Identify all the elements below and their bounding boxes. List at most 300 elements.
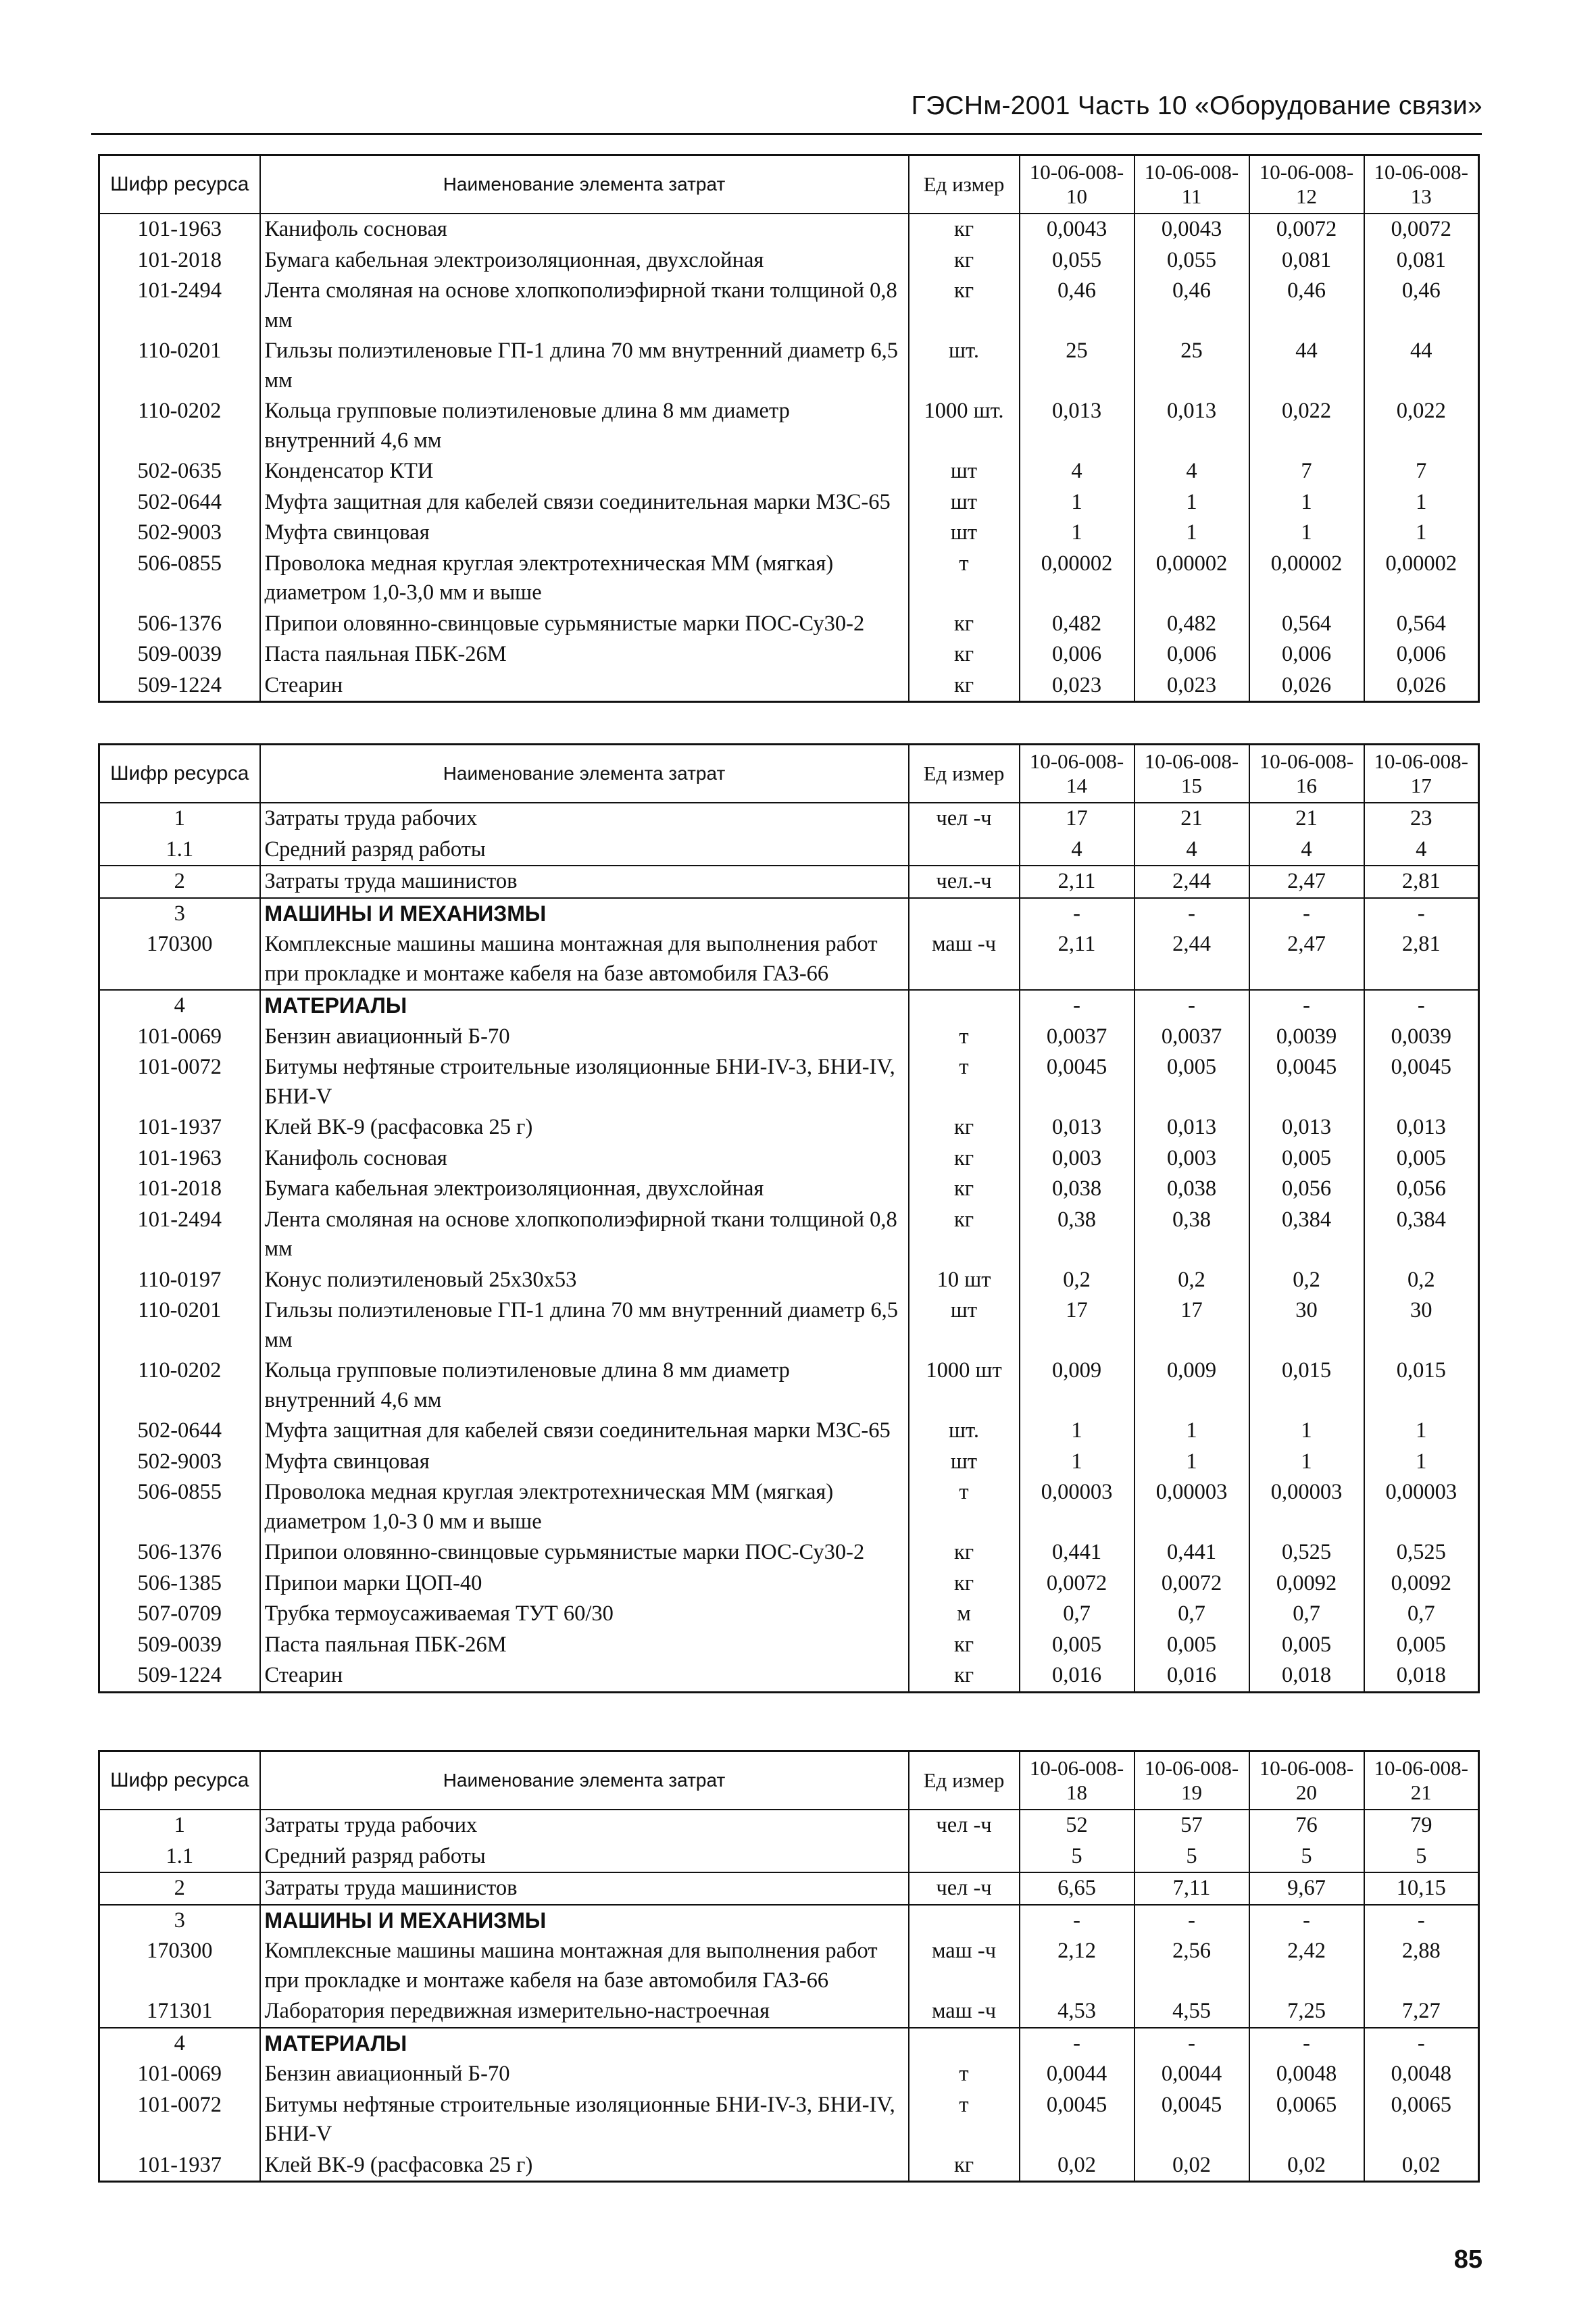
- resource-code: 502-0644: [99, 1416, 260, 1447]
- resource-code: 101-0072: [99, 2090, 260, 2150]
- table-row: [99, 1295, 1479, 1355]
- resource-name: Стеарин: [260, 1660, 909, 1692]
- resource-value: 0,02: [1134, 2150, 1249, 2182]
- table-row: [99, 1810, 1479, 1841]
- resource-name: Клей ВК-9 (расфасовка 25 г): [260, 1112, 909, 1143]
- resource-name: Конус полиэтиленовый 25х30х53: [260, 1265, 909, 1296]
- header-unit: Ед измер: [909, 155, 1020, 214]
- resource-value: 21: [1249, 803, 1364, 835]
- resource-value: 5: [1364, 1841, 1479, 1873]
- resource-value: 0,016: [1134, 1660, 1249, 1692]
- header-code: Шифр ресурса: [99, 1751, 260, 1810]
- resource-value: 2,44: [1134, 866, 1249, 898]
- resource-value: 0,525: [1249, 1537, 1364, 1568]
- resource-value: 1: [1134, 1416, 1249, 1447]
- resource-value: 0,0048: [1364, 2059, 1479, 2090]
- resource-value: -: [1249, 1905, 1364, 1937]
- resource-value: 0,005: [1249, 1630, 1364, 1661]
- resource-unit: [909, 990, 1020, 1022]
- resource-unit: шт: [909, 518, 1020, 549]
- resource-unit: чел -ч: [909, 1810, 1020, 1841]
- table-row: [99, 1174, 1479, 1205]
- resource-value: 0,038: [1134, 1174, 1249, 1205]
- resource-value: 0,013: [1364, 1112, 1479, 1143]
- resource-code: 506-1385: [99, 1568, 260, 1599]
- resource-value: 0,005: [1134, 1630, 1249, 1661]
- resource-value: 0,00003: [1020, 1477, 1134, 1537]
- resource-unit: [909, 898, 1020, 930]
- resource-value: 0,026: [1364, 670, 1479, 702]
- resource-code: 170300: [99, 1936, 260, 1996]
- resource-name: Средний разряд работы: [260, 1841, 909, 1873]
- resource-code: 502-9003: [99, 1447, 260, 1478]
- header-norm-code: 10-06-008-10: [1020, 155, 1134, 214]
- resource-value: 52: [1020, 1810, 1134, 1841]
- resource-value: 0,013: [1134, 1112, 1249, 1143]
- resource-value: 0,081: [1364, 245, 1479, 276]
- resource-value: 17: [1134, 1295, 1249, 1355]
- resource-value: 0,0043: [1020, 214, 1134, 245]
- resource-value: -: [1249, 898, 1364, 930]
- resource-value: 7: [1249, 456, 1364, 487]
- resource-value: 4: [1134, 456, 1249, 487]
- resource-name: Муфта свинцовая: [260, 518, 909, 549]
- resource-value: 0,02: [1249, 2150, 1364, 2182]
- resource-value: 1: [1134, 1447, 1249, 1478]
- resource-unit: т: [909, 1022, 1020, 1053]
- header-name: Наименование элемента затрат: [260, 745, 909, 803]
- resource-name: Бумага кабельная электроизоляционная, двухслойная: [260, 245, 909, 276]
- resource-value: 0,00002: [1134, 549, 1249, 609]
- resource-value: 5: [1134, 1841, 1249, 1873]
- resource-unit: т: [909, 1052, 1020, 1112]
- table-row: [99, 1022, 1479, 1053]
- resource-value: 0,384: [1364, 1205, 1479, 1265]
- resource-name: Лаборатория передвижная измерительно-настроечная: [260, 1996, 909, 2028]
- resource-value: 0,2: [1020, 1265, 1134, 1296]
- resource-value: 0,00002: [1020, 549, 1134, 609]
- resource-value: 2,12: [1020, 1936, 1134, 1996]
- resource-value: 1: [1249, 1447, 1364, 1478]
- resource-value: 0,02: [1020, 2150, 1134, 2182]
- resource-code: 110-0202: [99, 1355, 260, 1416]
- resource-unit: м: [909, 1599, 1020, 1630]
- resource-value: -: [1364, 2028, 1479, 2060]
- resource-value: 0,055: [1134, 245, 1249, 276]
- resource-value: 4,53: [1020, 1996, 1134, 2028]
- resource-code: 110-0201: [99, 1295, 260, 1355]
- table-row: [99, 609, 1479, 640]
- resource-value: 4,55: [1134, 1996, 1249, 2028]
- table-row: [99, 2090, 1479, 2150]
- resource-value: 0,0043: [1134, 214, 1249, 245]
- resource-unit: кг: [909, 1205, 1020, 1265]
- resource-value: 0,0045: [1364, 1052, 1479, 1112]
- resource-unit: кг: [909, 276, 1020, 336]
- resource-value: 0,2: [1364, 1265, 1479, 1296]
- resource-name: Стеарин: [260, 670, 909, 702]
- resource-code: 101-0069: [99, 1022, 260, 1053]
- table-row: [99, 1936, 1479, 1996]
- resource-unit: т: [909, 2090, 1020, 2150]
- resource-value: 1: [1134, 487, 1249, 518]
- resource-name: Припои оловянно-свинцовые сурьмянистые марки ПОС-Су30-2: [260, 1537, 909, 1568]
- resource-value: 0,015: [1249, 1355, 1364, 1416]
- resource-code: 101-2018: [99, 1174, 260, 1205]
- resource-value: 0,38: [1134, 1205, 1249, 1265]
- resource-value: 17: [1020, 1295, 1134, 1355]
- resource-value: 0,018: [1364, 1660, 1479, 1692]
- resource-value: 0,0072: [1364, 214, 1479, 245]
- resource-value: 2,11: [1020, 866, 1134, 898]
- resource-code: 509-0039: [99, 1630, 260, 1661]
- resource-unit: кг: [909, 245, 1020, 276]
- table-row: [99, 866, 1479, 898]
- resource-value: 0,38: [1020, 1205, 1134, 1265]
- table-row: [99, 670, 1479, 702]
- page-number: 85: [1453, 2245, 1482, 2274]
- resource-name: Паста паяльная ПБК-26М: [260, 639, 909, 670]
- resource-value: 0,00002: [1364, 549, 1479, 609]
- header-code: Шифр ресурса: [99, 155, 260, 214]
- resource-value: 0,003: [1134, 1143, 1249, 1174]
- table-row: [99, 2150, 1479, 2182]
- table-row: [99, 803, 1479, 835]
- resource-code: 101-1937: [99, 1112, 260, 1143]
- resource-value: 0,0045: [1020, 2090, 1134, 2150]
- resource-name: Кольца групповые полиэтиленовые длина 8 мм диаметр внутренний 4,6 мм: [260, 396, 909, 456]
- header-name: Наименование элемента затрат: [260, 1751, 909, 1810]
- resource-value: 0,006: [1249, 639, 1364, 670]
- resource-code: 101-2494: [99, 276, 260, 336]
- resource-value: 10,15: [1364, 1872, 1479, 1905]
- resource-code: 1: [99, 803, 260, 835]
- resource-code: 4: [99, 2028, 260, 2060]
- resource-value: 0,0039: [1364, 1022, 1479, 1053]
- table-row: [99, 1599, 1479, 1630]
- resource-value: -: [1364, 1905, 1479, 1937]
- table-row: [99, 396, 1479, 456]
- resource-code: 101-1963: [99, 1143, 260, 1174]
- resource-name: Припои марки ЦОП-40: [260, 1568, 909, 1599]
- resource-value: 0,564: [1249, 609, 1364, 640]
- resource-value: 7,11: [1134, 1872, 1249, 1905]
- resource-value: 0,018: [1249, 1660, 1364, 1692]
- resource-code: 506-0855: [99, 549, 260, 609]
- resource-unit: 1000 шт.: [909, 396, 1020, 456]
- resource-value: 0,7: [1364, 1599, 1479, 1630]
- resource-value: 0,022: [1249, 396, 1364, 456]
- resource-value: 0,441: [1020, 1537, 1134, 1568]
- table-row: [99, 1537, 1479, 1568]
- resource-value: 0,0092: [1364, 1568, 1479, 1599]
- resource-unit: кг: [909, 2150, 1020, 2182]
- resource-name: Затраты труда рабочих: [260, 803, 909, 835]
- resource-name: Проволока медная круглая электротехническая ММ (мягкая) диаметром 1,0-3,0 мм и выше: [260, 549, 909, 609]
- table-row: [99, 929, 1479, 990]
- resource-value: 23: [1364, 803, 1479, 835]
- resource-value: 0,0045: [1249, 1052, 1364, 1112]
- resource-unit: шт: [909, 487, 1020, 518]
- resource-code: 101-2018: [99, 245, 260, 276]
- resource-value: 0,7: [1020, 1599, 1134, 1630]
- resource-unit: кг: [909, 639, 1020, 670]
- resource-value: 0,0065: [1364, 2090, 1479, 2150]
- table-row: [99, 1660, 1479, 1692]
- resource-value: 0,013: [1020, 396, 1134, 456]
- resource-code: 506-1376: [99, 1537, 260, 1568]
- resource-value: 0,7: [1134, 1599, 1249, 1630]
- resource-value: 1: [1249, 1416, 1364, 1447]
- table-row: [99, 336, 1479, 396]
- resource-unit: кг: [909, 1630, 1020, 1661]
- resource-value: 21: [1134, 803, 1249, 835]
- resource-name: Трубка термоусаживаемая ТУТ 60/30: [260, 1599, 909, 1630]
- table-row: [99, 835, 1479, 866]
- resource-value: 0,003: [1020, 1143, 1134, 1174]
- resource-value: 0,005: [1249, 1143, 1364, 1174]
- resource-name: Лента смоляная на основе хлопкополиэфирной ткани толщиной 0,8 мм: [260, 276, 909, 336]
- resource-unit: маш -ч: [909, 1996, 1020, 2028]
- resource-name: Бумага кабельная электроизоляционная, двухслойная: [260, 1174, 909, 1205]
- header-norm-code: 10-06-008-21: [1364, 1751, 1479, 1810]
- resource-unit: чел -ч: [909, 803, 1020, 835]
- resource-value: 1: [1249, 518, 1364, 549]
- header-unit: Ед измер: [909, 1751, 1020, 1810]
- resource-unit: маш -ч: [909, 1936, 1020, 1996]
- resource-value: 0,2: [1134, 1265, 1249, 1296]
- section-row: [99, 2028, 1479, 2060]
- resource-unit: кг: [909, 1112, 1020, 1143]
- header-norm-code: 10-06-008-11: [1134, 155, 1249, 214]
- resource-name: Клей ВК-9 (расфасовка 25 г): [260, 2150, 909, 2182]
- resource-value: 1: [1020, 487, 1134, 518]
- resource-unit: [909, 1905, 1020, 1937]
- table-row: [99, 1355, 1479, 1416]
- table-row: [99, 245, 1479, 276]
- resource-code: 1.1: [99, 1841, 260, 1873]
- resource-value: 0,0072: [1134, 1568, 1249, 1599]
- resource-value: 0,005: [1364, 1143, 1479, 1174]
- resource-name: Муфта свинцовая: [260, 1447, 909, 1478]
- resource-value: 5: [1249, 1841, 1364, 1873]
- resource-value: -: [1249, 2028, 1364, 2060]
- table-row: [99, 214, 1479, 245]
- header-name: Наименование элемента затрат: [260, 155, 909, 214]
- table-row: [99, 1205, 1479, 1265]
- resource-value: -: [1364, 990, 1479, 1022]
- resource-unit: кг: [909, 609, 1020, 640]
- resource-value: 0,0044: [1134, 2059, 1249, 2090]
- resource-name: Комплексные машины машина монтажная для выполнения работ при прокладке и монтаже кабеля на базе автомобиля ГАЗ-66: [260, 1936, 909, 1996]
- resource-name: Проволока медная круглая электротехническая ММ (мягкая) диаметром 1,0-3 0 мм и выше: [260, 1477, 909, 1537]
- resource-name: Бензин авиационный Б-70: [260, 2059, 909, 2090]
- resource-value: 0,009: [1134, 1355, 1249, 1416]
- resource-name: Гильзы полиэтиленовые ГП-1 длина 70 мм внутренний диаметр 6,5 мм: [260, 1295, 909, 1355]
- header-divider: [91, 133, 1482, 135]
- resource-value: -: [1020, 898, 1134, 930]
- resource-name: Муфта защитная для кабелей связи соединительная марки МЗС-65: [260, 487, 909, 518]
- resource-name: МАШИНЫ И МЕХАНИЗМЫ: [260, 1905, 909, 1937]
- table-row: [99, 549, 1479, 609]
- resource-value: 7,27: [1364, 1996, 1479, 2028]
- resource-unit: кг: [909, 1568, 1020, 1599]
- resource-name: Затраты труда машинистов: [260, 1872, 909, 1905]
- resource-name: МАШИНЫ И МЕХАНИЗМЫ: [260, 898, 909, 930]
- resource-value: 0,02: [1364, 2150, 1479, 2182]
- resource-unit: шт: [909, 1447, 1020, 1478]
- resource-code: 110-0197: [99, 1265, 260, 1296]
- resource-value: 0,0092: [1249, 1568, 1364, 1599]
- table-row: [99, 1477, 1479, 1537]
- resource-value: 0,7: [1249, 1599, 1364, 1630]
- resource-value: 0,00003: [1364, 1477, 1479, 1537]
- resource-value: 25: [1134, 336, 1249, 396]
- resource-value: 1: [1020, 1416, 1134, 1447]
- resource-value: 0,055: [1020, 245, 1134, 276]
- resource-code: 1.1: [99, 835, 260, 866]
- header-norm-code: 10-06-008-17: [1364, 745, 1479, 803]
- resource-unit: т: [909, 549, 1020, 609]
- table-row: [99, 456, 1479, 487]
- resource-name: Комплексные машины машина монтажная для выполнения работ при прокладке и монтаже кабеля на базе автомобиля ГАЗ-66: [260, 929, 909, 990]
- resource-code: 110-0202: [99, 396, 260, 456]
- resource-value: 0,023: [1134, 670, 1249, 702]
- resource-value: 0,013: [1249, 1112, 1364, 1143]
- resource-value: 7,25: [1249, 1996, 1364, 2028]
- resource-value: 0,038: [1020, 1174, 1134, 1205]
- header-norm-code: 10-06-008-20: [1249, 1751, 1364, 1810]
- resource-value: 5: [1020, 1841, 1134, 1873]
- resource-unit: [909, 835, 1020, 866]
- resource-table-3: [98, 1750, 1480, 2183]
- resource-value: 0,0065: [1249, 2090, 1364, 2150]
- resource-value: 57: [1134, 1810, 1249, 1841]
- resource-unit: чел -ч: [909, 1872, 1020, 1905]
- resource-code: 509-1224: [99, 1660, 260, 1692]
- resource-name: Затраты труда машинистов: [260, 866, 909, 898]
- table-row: [99, 1112, 1479, 1143]
- resource-unit: шт.: [909, 1416, 1020, 1447]
- resource-name: Затраты труда рабочих: [260, 1810, 909, 1841]
- resource-value: 0,0045: [1134, 2090, 1249, 2150]
- resource-value: 0,46: [1020, 276, 1134, 336]
- resource-code: 171301: [99, 1996, 260, 2028]
- resource-value: 0,00003: [1134, 1477, 1249, 1537]
- resource-value: 6,65: [1020, 1872, 1134, 1905]
- resource-value: 0,056: [1249, 1174, 1364, 1205]
- resource-value: 30: [1364, 1295, 1479, 1355]
- resource-value: 0,482: [1134, 609, 1249, 640]
- resource-value: 1: [1249, 487, 1364, 518]
- resource-value: 0,46: [1249, 276, 1364, 336]
- resource-value: 2,47: [1249, 866, 1364, 898]
- table-row: [99, 1872, 1479, 1905]
- resource-value: 0,006: [1020, 639, 1134, 670]
- resource-name: МАТЕРИАЛЫ: [260, 2028, 909, 2060]
- resource-value: 0,005: [1364, 1630, 1479, 1661]
- header-norm-code: 10-06-008-13: [1364, 155, 1479, 214]
- table-row: [99, 1568, 1479, 1599]
- table-row: [99, 639, 1479, 670]
- header-norm-code: 10-06-008-16: [1249, 745, 1364, 803]
- section-row: [99, 990, 1479, 1022]
- resource-value: 0,013: [1134, 396, 1249, 456]
- resource-value: 2,42: [1249, 1936, 1364, 1996]
- resource-value: 1: [1364, 487, 1479, 518]
- resource-value: 0,013: [1020, 1112, 1134, 1143]
- resource-name: Паста паяльная ПБК-26М: [260, 1630, 909, 1661]
- resource-value: 1: [1020, 1447, 1134, 1478]
- resource-value: 79: [1364, 1810, 1479, 1841]
- resource-value: 0,0072: [1020, 1568, 1134, 1599]
- header-unit: Ед измер: [909, 745, 1020, 803]
- table-row: [99, 1265, 1479, 1296]
- resource-value: 17: [1020, 803, 1134, 835]
- resource-value: 0,384: [1249, 1205, 1364, 1265]
- header-norm-code: 10-06-008-12: [1249, 155, 1364, 214]
- resource-value: -: [1020, 990, 1134, 1022]
- table-row: [99, 1447, 1479, 1478]
- resource-code: 502-9003: [99, 518, 260, 549]
- resource-value: 0,0045: [1020, 1052, 1134, 1112]
- resource-code: 3: [99, 1905, 260, 1937]
- resource-value: 76: [1249, 1810, 1364, 1841]
- resource-value: 25: [1020, 336, 1134, 396]
- resource-value: -: [1134, 990, 1249, 1022]
- resource-value: 0,441: [1134, 1537, 1249, 1568]
- resource-unit: 10 шт: [909, 1265, 1020, 1296]
- resource-value: 4: [1134, 835, 1249, 866]
- resource-name: Битумы нефтяные строительные изоляционные БНИ-IV-3, БНИ-IV, БНИ-V: [260, 1052, 909, 1112]
- resource-value: 2,81: [1364, 929, 1479, 990]
- resource-value: 7: [1364, 456, 1479, 487]
- resource-table-1: [98, 154, 1480, 703]
- resource-name: Гильзы полиэтиленовые ГП-1 длина 70 мм внутренний диаметр 6,5 мм: [260, 336, 909, 396]
- resource-value: 0,009: [1020, 1355, 1134, 1416]
- resource-code: 101-0072: [99, 1052, 260, 1112]
- resource-value: -: [1364, 898, 1479, 930]
- header-norm-code: 10-06-008-15: [1134, 745, 1249, 803]
- table-row: [99, 1416, 1479, 1447]
- resource-value: 4: [1364, 835, 1479, 866]
- resource-value: 44: [1249, 336, 1364, 396]
- resource-code: 507-0709: [99, 1599, 260, 1630]
- table-header-row: [99, 745, 1479, 803]
- table-header-row: [99, 1751, 1479, 1810]
- resource-name: Конденсатор КТИ: [260, 456, 909, 487]
- resource-unit: [909, 2028, 1020, 2060]
- resource-value: 4: [1249, 835, 1364, 866]
- resource-value: 0,015: [1364, 1355, 1479, 1416]
- resource-name: Канифоль сосновая: [260, 1143, 909, 1174]
- resource-code: 101-1937: [99, 2150, 260, 2182]
- table-row: [99, 1143, 1479, 1174]
- resource-code: 101-1963: [99, 214, 260, 245]
- resource-unit: кг: [909, 1660, 1020, 1692]
- resource-code: 110-0201: [99, 336, 260, 396]
- table-row: [99, 276, 1479, 336]
- resource-value: 2,81: [1364, 866, 1479, 898]
- resource-value: 2,11: [1020, 929, 1134, 990]
- resource-code: 509-1224: [99, 670, 260, 702]
- resource-code: 170300: [99, 929, 260, 990]
- resource-value: 0,056: [1364, 1174, 1479, 1205]
- resource-table-2: [98, 743, 1480, 1693]
- resource-value: 44: [1364, 336, 1479, 396]
- resource-unit: маш -ч: [909, 929, 1020, 990]
- resource-name: Бензин авиационный Б-70: [260, 1022, 909, 1053]
